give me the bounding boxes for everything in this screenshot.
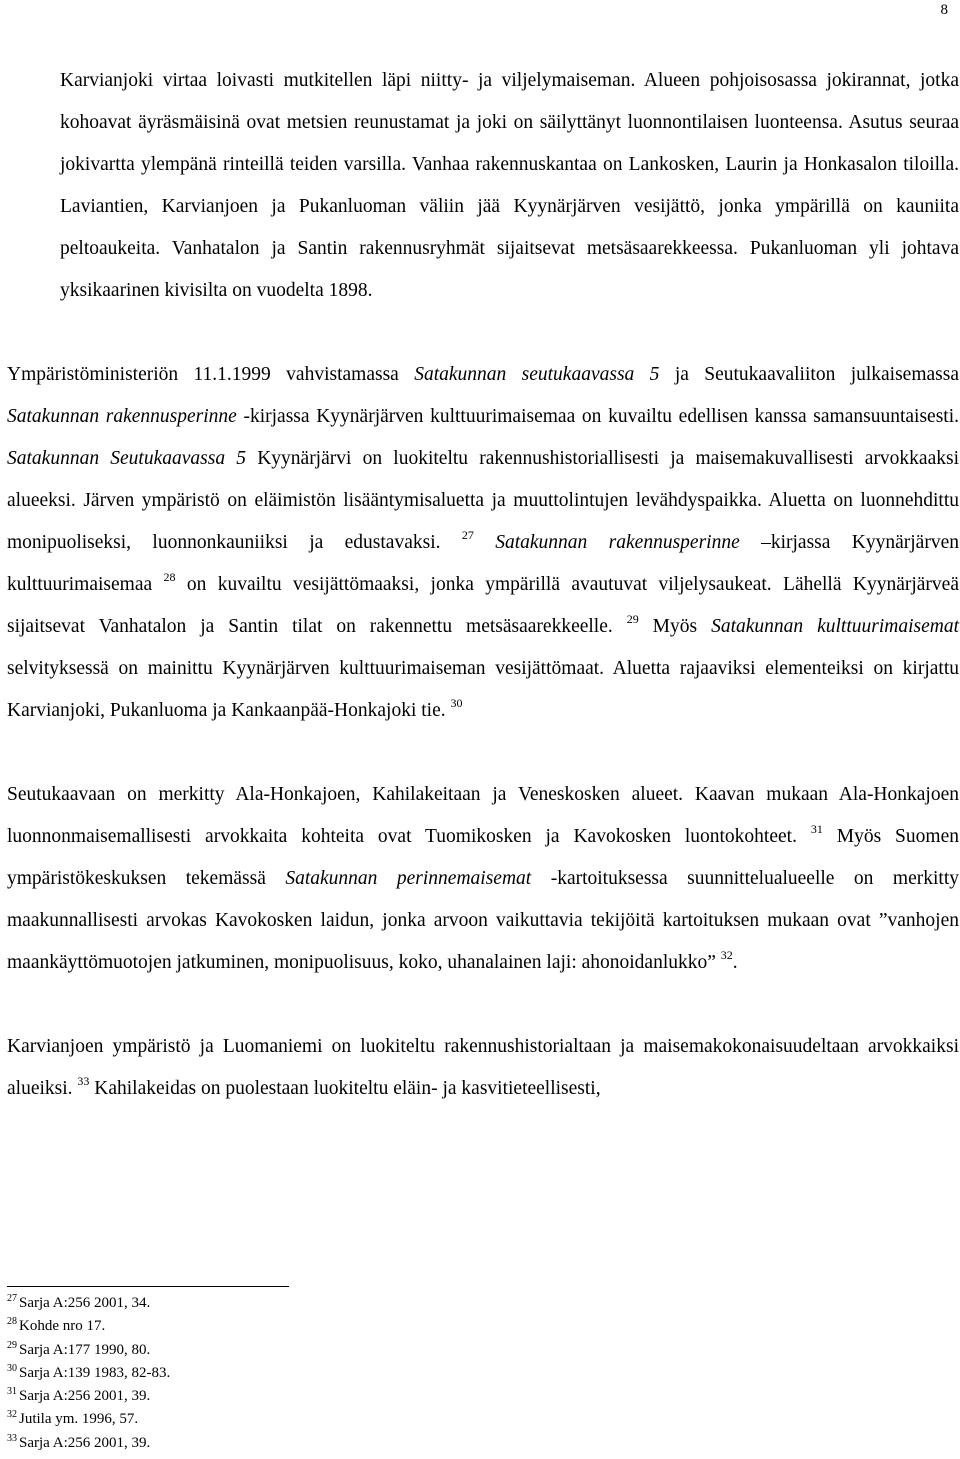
footnote-number: 29 <box>7 1339 17 1351</box>
paragraph-text: Ympäristöministeriön 11.1.1999 vahvistamassa <box>7 364 415 385</box>
footnote <box>7 1362 170 1385</box>
footnote-text: Sarja A:256 2001, 34. <box>19 1295 151 1311</box>
footnote-text: Sarja A:177 1990, 80. <box>19 1341 151 1358</box>
paragraph-text <box>474 532 495 553</box>
footnote-text: Kohde nro 17. <box>19 1318 106 1335</box>
footnote-text: Sarja A:139 1983, 82-83. <box>19 1364 171 1381</box>
italic-title: Satakunnan Seutukaavassa 5 <box>7 448 247 469</box>
paragraph-text: Karvianjoen ympäristö ja Luomaniemi on luokiteltu rakennushistorialtaan ja maisemakokonaisuudeltaan arvokkaiksi alueiksi. <box>7 1036 959 1099</box>
footnote-number: 28 <box>7 1316 17 1328</box>
paragraph <box>7 1026 959 1110</box>
paragraph-gap <box>7 312 959 354</box>
footnote <box>7 1408 170 1431</box>
document-body <box>7 60 959 1110</box>
paragraph-text: –kirjassa Kyynärjärven kulttuurimaisemaa <box>7 532 959 595</box>
paragraph-text: -kartoituksessa suunnittelualueelle on merkitty maakunnallisesti arvokas Kavokosken laidun, jonka arvoon vaikuttavia tekijöitä kartoituksen mukaan ovat ”vanhojen maankäyttömuotojen jatkuminen, monipuolisuus, koko, uhanalainen laji: ahonoidanlukko” <box>7 868 959 973</box>
paragraph-text: . <box>732 952 738 973</box>
footnote <box>7 1432 170 1455</box>
italic-title: Satakunnan rakennusperinne <box>495 532 740 553</box>
footnote-ref: 31 <box>810 822 823 836</box>
footnote-separator <box>7 1286 289 1287</box>
paragraph-text: selvityksessä on mainittu Kyynärjärven kulttuurimaiseman vesijättömaat. Aluetta rajaaviksi elementeiksi on kirjattu Karvianjoki, Pukanluoma ja Kankaanpää-Honkajoki tie. <box>7 658 959 721</box>
paragraph-text: -kirjassa Kyynärjärven kulttuurimaisemaa on kuvailtu edellisen kanssa samansuuntaisesti. <box>236 406 959 427</box>
footnote-number: 32 <box>7 1409 17 1421</box>
footnote-number: 33 <box>7 1432 17 1444</box>
paragraph-text: Myös Suomen ympäristökeskuksen tekemässä <box>7 826 959 889</box>
footnote-number: 31 <box>7 1386 17 1398</box>
italic-title: Satakunnan seutukaavassa 5 <box>414 364 660 385</box>
footnote-number: 27 <box>7 1293 17 1304</box>
footnote-text: Jutila ym. 1996, 57. <box>19 1411 139 1428</box>
paragraph-text: Karvianjoki virtaa loivasti mutkitellen läpi niitty- ja viljelymaiseman. Alueen pohjoisosassa jokirannat, jotka kohoavat äyräsmäisinä ovat metsien reunustamat ja joki on säilyttänyt luonnontilaisen luonteensa. Asutus seuraa jokivartta ylempänä rinteillä teiden varsilla. Vanhaa rakennuskantaa on Lankosken, Laurin ja Honkasalon tiloilla. Laviantien, Karvianjoen ja Pukanluoman väliin jää Kyynärjärven vesijättö, jonka ympärillä on kauniita peltoaukeita. Vanhatalon ja Santin rakennusryhmät sijaitsevat metsäsaarekkeessa. Pukanluoman yli johtava yksikaarinen kivisilta on vuodelta 1898. <box>60 70 959 301</box>
paragraph-gap <box>7 984 959 1026</box>
footnote-number: 30 <box>7 1362 17 1374</box>
footnote <box>7 1292 170 1315</box>
page-number: 8 <box>940 2 948 18</box>
footnote-ref: 32 <box>720 948 733 962</box>
footnotes <box>7 1292 170 1455</box>
footnote-ref: 33 <box>77 1074 90 1088</box>
italic-title: Satakunnan rakennusperinne <box>7 406 237 427</box>
footnote-ref: 29 <box>626 612 639 626</box>
paragraph-text: on kuvailtu vesijättömaaksi, jonka ympärillä avautuvat viljelysaukeat. Lähellä Kyynärjärveä sijaitsevat Vanhatalon ja Santin tilat on rakennettu metsäsaarekkeelle. <box>7 574 959 637</box>
paragraph-gap <box>7 732 959 774</box>
footnote-ref: 27 <box>461 528 474 542</box>
italic-title: Satakunnan perinnemaisemat <box>285 868 532 889</box>
italic-title: Satakunnan kulttuurimaisemat <box>711 616 959 637</box>
footnote-ref: 30 <box>450 696 463 710</box>
paragraph-text: Seutukaavaan on merkitty Ala-Honkajoen, Kahilakeitaan ja Veneskosken alueet. Kaavan mukaan Ala-Honkajoen luonnonmaisemallisesti arvokkaita kohteita ovat Tuomikosken ja Kavokosken luontokohteet. <box>7 784 959 847</box>
footnote-text: Sarja A:256 2001, 39. <box>19 1388 151 1405</box>
paragraph-text: Kyynärjärvi on luokiteltu rakennushistoriallisesti ja maisemakuvallisesti arvokkaaksi alueeksi. Järven ympäristö on eläimistön lisääntymisaluetta ja muuttolintujen levähdyspaikka. Aluetta on luonnehdittu monipuoliseksi, luonnonkauniiksi ja edustavaksi. <box>7 448 959 553</box>
footnote-ref: 28 <box>163 570 176 584</box>
paragraph <box>7 774 959 984</box>
footnote <box>7 1385 170 1408</box>
paragraph <box>7 354 959 732</box>
paragraph-text: Myös <box>638 616 712 637</box>
paragraph-text: Kahilakeidas on puolestaan luokiteltu eläin- ja kasvitieteellisesti, <box>89 1078 601 1099</box>
footnote-text: Sarja A:256 2001, 39. <box>19 1434 151 1451</box>
paragraph-text: ja Seutukaavaliiton julkaisemassa <box>659 364 959 385</box>
footnote <box>7 1339 170 1362</box>
footnote <box>7 1315 170 1338</box>
paragraph <box>7 60 959 312</box>
